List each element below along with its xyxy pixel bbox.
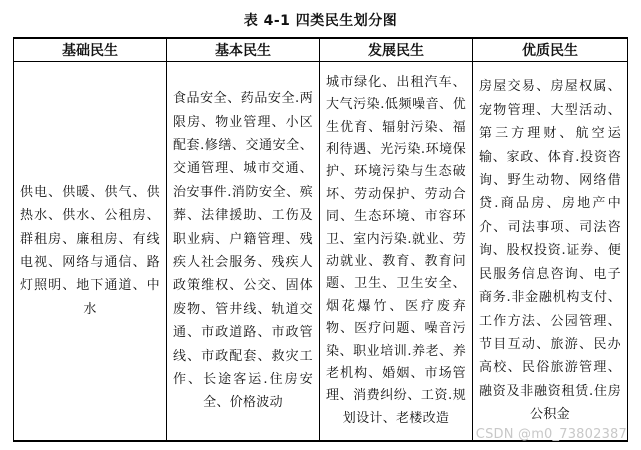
watermark: CSDN @m0_73802387 — [475, 427, 627, 442]
livelihood-table — [13, 37, 628, 442]
header-development: 发展民生 — [320, 38, 473, 62]
cell-text: 城市绿化、出租汽车、大气污染.低频噪音、优生优育、辐射污染、福利待遇、光污染.环境保护、环境污染与生态破坏、劳动保护、劳动合同、生态环境、市容环卫、室内污染.就业、劳动就业、教育、教育问题、卫生、卫生安全、烟花爆竹、医疗废弃物、医疗问题、噪音污染、职业培训.养老、养老机构、婚姻、市场管理、消费纠纷、工资.规划设计、老楼改造 — [326, 74, 466, 426]
cell-development — [320, 62, 473, 442]
cell-text: 食品安全、药品安全.两限房、物业管理、小区配套.修缮、交通安全、交通管理、城市交通、治安事件.消防安全、殡葬、法律援助、工伤及职业病、户籍管理、残疾人社会服务、残疾人政策维权、公交、固体废物、管井线、轨道交通、市政道路、市政管线、市政配套、救灾工作、长途客运.住房安全、价格波动 — [173, 91, 313, 411]
cell-text: 供电、供暖、供气、供热水、供水、公租房、群租房、廉租房、有线电视、网络与通信、路灯照明、地下通道、中水 — [20, 184, 160, 317]
table-header-row — [14, 38, 628, 62]
header-basic-foundation: 基础民生 — [14, 38, 167, 62]
cell-basic — [167, 62, 320, 442]
table-row — [14, 62, 628, 442]
header-basic: 基本民生 — [167, 38, 320, 62]
header-quality: 优质民生 — [473, 38, 628, 62]
cell-quality — [473, 62, 628, 442]
cell-basic-foundation — [14, 62, 167, 442]
table-caption: 表 4-1 四类民生划分图 — [243, 13, 398, 29]
cell-text: 房屋交易、房屋权属、宠物管理、大型活动、第三方理财、航空运输、家政、体育.投资咨询、野生动物、网络借贷.商品房、房地产中介、司法事项、司法咨询、股权投资.证券、便民服务信息咨询、电子商务.非金融机构支付、工作方法、公园管理、节目互动、旅游、民办高校、民俗旅游管理、融资及非融资租赁.住房公积金 — [479, 79, 621, 423]
